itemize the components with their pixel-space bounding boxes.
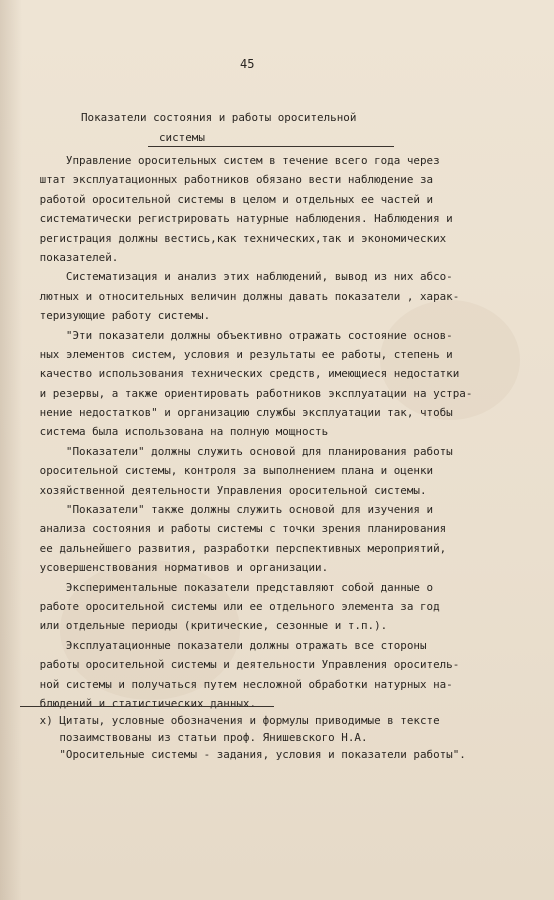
text-line: "Показатели" также должны служить основой для изучения и <box>20 503 434 517</box>
text-line: работой оросительной системы в целом и отдельных ее частей и <box>20 192 434 206</box>
text-line: Экспериментальные показатели представляют собой данные о <box>20 580 434 594</box>
text-line: ных элементов систем, условия и результаты ее работы, степень и <box>20 347 453 361</box>
text-line: или отдельные периоды (критические, сезонные и т.п.). <box>20 619 388 633</box>
text-line: регистрация должны вестись,как технических,так и экономических <box>20 231 447 245</box>
footnote <box>20 712 466 763</box>
text-line: система была использована на полную мощность <box>20 425 329 439</box>
text-line: "Эти показатели должны объективно отражать состояние основ- <box>20 328 453 342</box>
footnote-line: х) Цитаты, условные обозначения и формулы приводимые в тексте <box>20 714 440 727</box>
footnote-line: позаимствованы из статьи проф. Янишевского Н.А. <box>20 731 368 744</box>
text-line: и резервы, а также ориентировать работников эксплуатации на устра- <box>20 386 473 400</box>
section-title-line-1: Показатели состояния и работы оросительной <box>81 111 357 124</box>
text-line: штат эксплуатационных работников обязано вести наблюдение за <box>20 173 434 187</box>
text-line: теризующие работу системы. <box>20 309 211 323</box>
text-line: ной системы и получаться путем несложной обработки натурных на- <box>20 677 453 691</box>
text-line: Систематизация и анализ этих наблюдений, вывод из них абсо- <box>20 270 453 284</box>
page-number: 45 <box>240 57 255 71</box>
section-title-line-2: системы <box>159 131 205 144</box>
text-line: Управление оросительных систем в течение всего года через <box>20 154 440 167</box>
text-line: "Показатели" должны служить основой для планирования работы <box>20 444 453 458</box>
text-line: показателей. <box>20 250 119 264</box>
text-line: оросительной системы, контроля за выполнением плана и оценки <box>20 464 434 478</box>
text-line: работе оросительной системы или ее отдельного элемента за год <box>20 599 440 613</box>
text-line: работы оросительной системы и деятельности Управления ороситель- <box>20 658 460 672</box>
text-line: хозяйственной деятельности Управления оросительной системы. <box>20 483 427 497</box>
text-line: блюдений и статистических данных. <box>20 696 257 710</box>
footnote-line: "Оросительные системы - задания, условия и показатели работы". <box>20 748 466 761</box>
text-line: качество использования технических средств, имеющиеся недостатки <box>20 367 460 381</box>
text-line: усовершенствования нормативов и организации. <box>20 561 329 575</box>
title-underline <box>148 146 394 147</box>
text-line: Эксплуатационные показатели должны отражать все стороны <box>20 638 427 652</box>
text-line: ее дальнейшего развития, разработки перспективных мероприятий, <box>20 541 447 555</box>
body-text <box>20 151 540 713</box>
text-line: лютных и относительных величин должны давать показатели , харак- <box>20 289 460 303</box>
text-line: нение недостатков" и организацию службы эксплуатации так, чтобы <box>20 406 453 420</box>
text-line: систематически регистрировать натурные наблюдения. Наблюдения и <box>20 212 453 226</box>
text-line: анализа состояния и работы системы с точки зрения планирования <box>20 522 447 536</box>
footnote-separator <box>20 706 274 707</box>
